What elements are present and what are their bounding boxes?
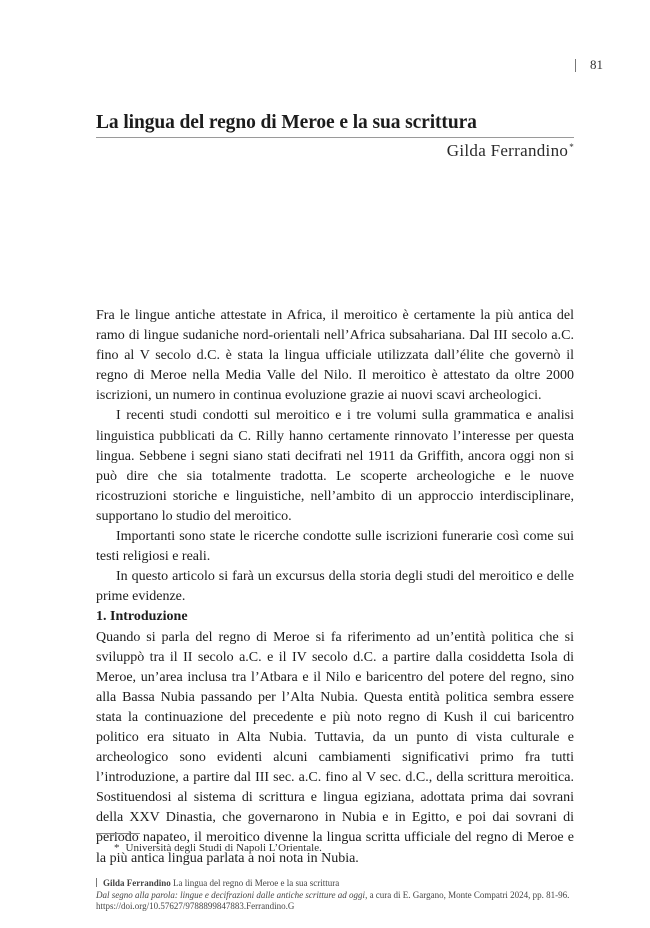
abstract-paragraph-1: Fra le lingue antiche attestate in Africa, il meroitico è certamente la più antica del ramo di lingue sudaniche nord-orientali nell’Africa subsahariana. Dal III secolo a.C. fino al V secolo d.C. è stata la lingua ufficiale utilizzata dall’élite che governò il regno di Meroe nella Media Valle del Nilo. Il meroitico è attestato da oltre 2000 iscrizioni, un numero in continua evoluzione grazie ai nuovi scavi archeologici.: [96, 308, 574, 404]
author-name: Gilda Ferrandino: [446, 141, 569, 160]
abstract-paragraph-3: Importanti sono state le ricerche condotte sulle iscrizioni funerarie così come sui testi religiosi e reali.: [96, 529, 574, 565]
footnote-divider: [96, 833, 140, 834]
section-heading: 1. Introduzione: [96, 609, 188, 625]
citation-source-title: Dal segno alla parola: lingue e decifrazioni dalle antiche scritture ad oggi: [96, 889, 366, 900]
header-divider: [575, 59, 576, 72]
section-paragraph: Quando si parla del regno di Meroe si fa riferimento ad un’entità politica che si sviluppò tra il II secolo a.C. e il IV secolo d.C. a partire dalla cosiddetta Isola di Meroe, un’area inclusa tra l’Atbara e il Nilo e baricentro del potere del regno, sino alla Bassa Nubia passando per l’Alta Nubia. Questa entità politica sembra essere stata la continuazione del precedente e più noto regno di Kush il cui baricentro politico era situato in Alta Nubia. Tuttavia, da un punto di vista culturale e archeologico sono evidenti alcuni cambiamenti significativi primo fra tutti l’introduzione, a partire dal III sec. a.C. fino al V sec. d.C., della scrittura meroitica. Sostituendosi al sistema di scrittura e lingua egiziana, adottata prima dai sovrani della XXV Dinastia, che governarono in Nubia e in Egitto, e poi dai sovrani di periodo napateo, il meroitico divenne la lingua scritta ufficiale del regno di Meroe e la più antica lingua parlata a noi nota in Nubia.: [96, 629, 574, 866]
page-header: [575, 57, 603, 73]
citation-block: [96, 878, 596, 913]
abstract-paragraph-2: I recenti studi condotti sul meroitico e i tre volumi sulla grammatica e analisi linguistica pubblicati da C. Rilly hanno certamente rinnovato l’interesse per questa lingua. Sebbene i segni siano stati decifrati nel 1911 da Griffith, ancora oggi non si può dire che sia totalmente tradotta. Le scoperte archeologiche e le nuove ricostruzioni storiche e linguistiche, nell’ambito di un approccio interdisciplinare, supportano lo studio del meroitico.: [96, 408, 574, 524]
citation-line-1: [96, 878, 596, 890]
abstract-paragraph-4: In questo articolo si farà un excursus della storia degli studi del meroitico e delle prime evidenze.: [96, 569, 574, 605]
article-title: La lingua del regno di Meroe e la sua scrittura: [96, 112, 574, 138]
citation-author: Gilda Ferrandino: [103, 878, 171, 888]
author-line: [447, 141, 574, 161]
citation-divider: [96, 878, 97, 887]
page-number: 81: [590, 57, 603, 72]
citation-source-details: , a cura di E. Gargano, Monte Compatri 2024, pp. 81-96.: [365, 889, 570, 900]
article-body: [96, 306, 574, 869]
footnote: [114, 842, 322, 854]
footnote-mark: *: [114, 842, 120, 854]
citation-doi[interactable]: https://doi.org/10.57627/9788899847883.Ferrandino.G: [96, 901, 295, 911]
footnote-text: Università degli Studi di Napoli L’Orientale.: [125, 842, 322, 854]
citation-title: La lingua del regno di Meroe e la sua scrittura: [173, 878, 340, 888]
author-footnote-mark[interactable]: *: [569, 142, 574, 152]
citation-line-2: [96, 890, 596, 902]
